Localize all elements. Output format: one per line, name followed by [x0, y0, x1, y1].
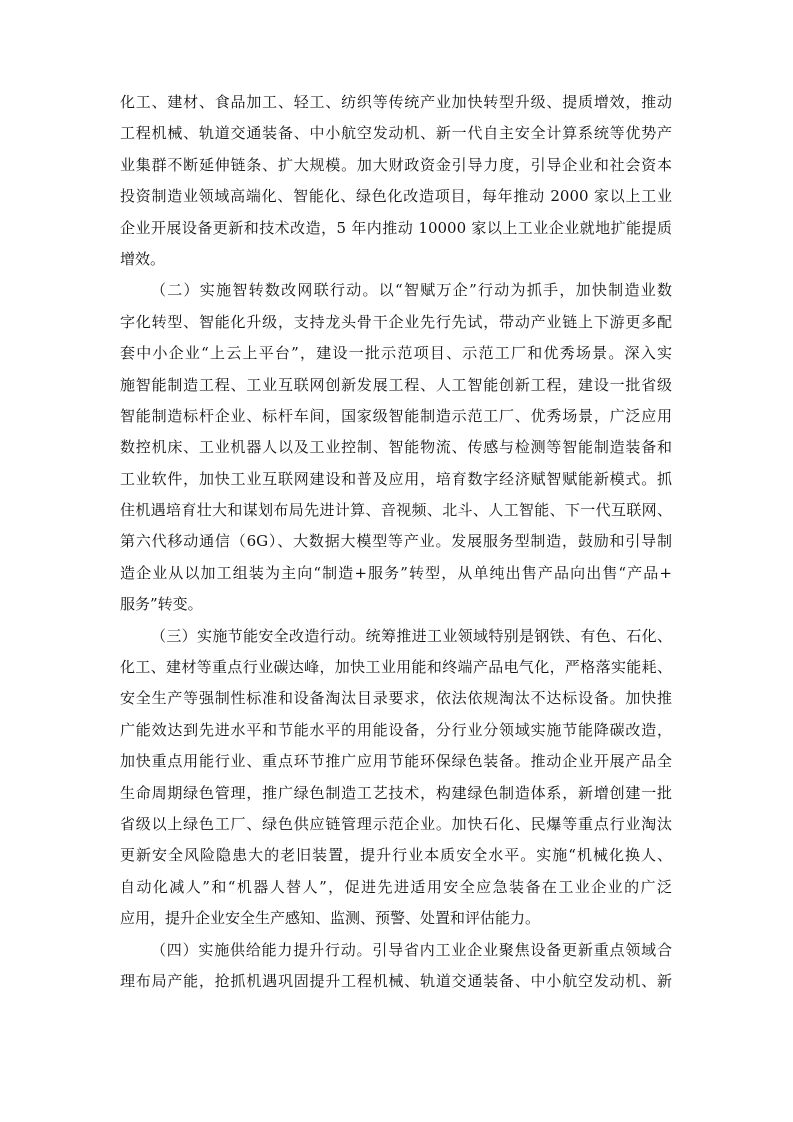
paragraph-line: 套中小企业“上云上平台”，建设一批示范项目、示范工厂和优秀场景。深入实: [120, 344, 672, 363]
paragraph-line: 生命周期绿色管理，推广绿色制造工艺技术，构建绿色制造体系，新增创建一批: [120, 783, 672, 802]
paragraph-3: [120, 621, 672, 935]
paragraph-line: 施智能制造工程、工业互联网创新发展工程、人工智能创新工程，建设一批省级: [120, 375, 672, 394]
paragraph-line: 投资制造业领域高端化、智能化、绿色化改造项目，每年推动 2000 家以上工业: [120, 187, 672, 206]
paragraph-line: （三）实施节能安全改造行动。统筹推进工业领域特别是钢铁、有色、石化、: [151, 626, 672, 645]
paragraph-line: 化工、建材等重点行业碳达峰，加快工业用能和终端产品电气化，严格落实能耗、: [120, 658, 672, 677]
paragraph-line: 企业开展设备更新和技术改造，5 年内推动 10000 家以上工业企业就地扩能提质: [120, 218, 672, 237]
paragraph-line: 理布局产能，抢抓机遇巩固提升工程机械、轨道交通装备、中小航空发动机、新: [120, 971, 672, 990]
paragraph-line: （二）实施智转数改网联行动。以“智赋万企”行动为抓手，加快制造业数: [151, 281, 672, 300]
paragraph-line: 应用，提升企业安全生产感知、监测、预警、处置和评估能力。: [120, 909, 541, 928]
body-text: [120, 87, 672, 997]
paragraph-line: 字化转型、智能化升级，支持龙头骨干企业先行先试，带动产业链上下游更多配: [120, 312, 672, 331]
paragraph-line: 智能制造标杆企业、标杆车间，国家级智能制造示范工厂、优秀场景，广泛应用: [120, 406, 672, 425]
paragraph-line: 安全生产等强制性标准和设备淘汰目录要求，依法依规淘汰不达标设备。加快推: [120, 689, 672, 708]
paragraph-line: 化工、建材、食品加工、轻工、纺织等传统产业加快转型升级、提质增效，推动: [120, 93, 672, 111]
paragraph-line: 数控机床、工业机器人以及工业控制、智能物流、传感与检测等智能制造装备和: [120, 438, 672, 457]
paragraph-line: 住机遇培育壮大和谋划布局先进计算、音视频、北斗、人工智能、下一代互联网、: [120, 501, 672, 520]
paragraph-line: 工业软件，加快工业互联网建设和普及应用，培育数字经济赋智赋能新模式。抓: [120, 469, 672, 488]
paragraph-line: 广能效达到先进水平和节能水平的用能设备，分行业分领域实施节能降碳改造，: [120, 720, 672, 739]
paragraph-line: 更新安全风险隐患大的老旧装置，提升行业本质安全水平。实施“机械化换人、: [120, 846, 672, 865]
paragraph-2: [120, 275, 672, 620]
paragraph-4: [120, 935, 672, 998]
paragraph-line: 自动化减人”和“机器人替人”，促进先进适用安全应急装备在工业企业的广泛: [120, 877, 672, 896]
paragraph-line: 服务”转变。: [120, 595, 203, 614]
paragraph-1: [120, 87, 672, 275]
paragraph-line: 业集群不断延伸链条、扩大规模。加大财政资金引导力度，引导企业和社会资本: [120, 155, 672, 174]
paragraph-line: （四）实施供给能力提升行动。引导省内工业企业聚焦设备更新重点领域合: [151, 940, 672, 959]
paragraph-line: 造企业从以加工组装为主向“制造+服务”转型，从单纯出售产品向出售“产品+: [120, 563, 672, 582]
paragraph-line: 增效。: [120, 249, 166, 268]
paragraph-line: 工程机械、轨道交通装备、中小航空发动机、新一代自主安全计算系统等优势产: [120, 124, 672, 143]
paragraph-line: 加快重点用能行业、重点环节推广应用节能环保绿色装备。推动企业开展产品全: [120, 752, 672, 771]
paragraph-line: 省级以上绿色工厂、绿色供应链管理示范企业。加快石化、民爆等重点行业淘汰: [120, 814, 672, 833]
paragraph-line: 第六代移动通信（6G）、大数据大模型等产业。发展服务型制造，鼓励和引导制: [120, 532, 672, 551]
